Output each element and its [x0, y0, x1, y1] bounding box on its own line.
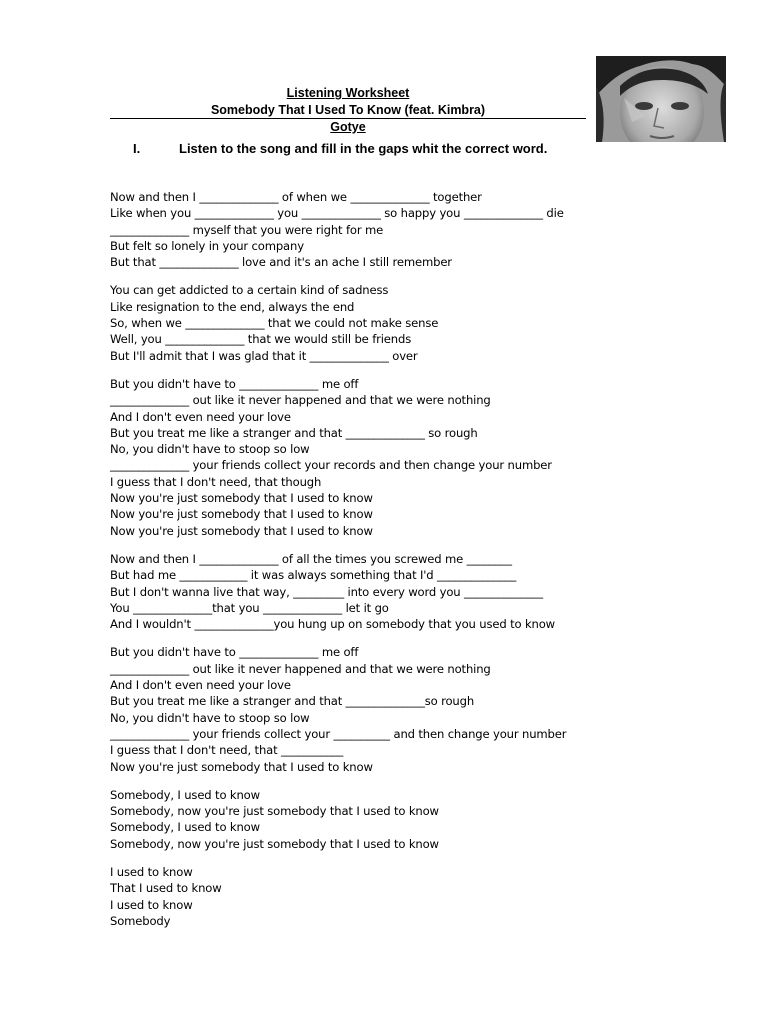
lyric-line: ______________ your friends collect your records and then change your number: [110, 458, 552, 473]
lyrics-stanza: [110, 282, 670, 363]
lyrics-stanza: [110, 644, 670, 774]
lyric-line: But that ______________ love and it's an ache I still remember: [110, 255, 452, 270]
lyric-line: But had me ____________ it was always something that I'd ______________: [110, 568, 517, 583]
lyric-line: Somebody: [110, 913, 171, 928]
artist-photo: [596, 56, 726, 142]
lyrics-stanza: [110, 864, 670, 929]
lyric-line: I guess that I don't need, that though: [110, 474, 322, 489]
lyric-line: But you treat me like a stranger and that ______________ so rough: [110, 425, 478, 440]
lyric-line: But you didn't have to ______________ me off: [110, 645, 359, 660]
lyric-line: Well, you ______________ that we would still be friends: [110, 332, 412, 347]
lyric-line: I used to know: [110, 897, 193, 912]
lyric-line: Now and then I ______________ of when we ______________ together: [110, 190, 482, 204]
lyric-line: Somebody, I used to know: [110, 820, 260, 835]
lyric-line: Now you're just somebody that I used to know: [110, 759, 373, 774]
lyrics-stanza: [110, 189, 670, 270]
instruction: [133, 140, 653, 158]
lyric-line: But felt so lonely in your company: [110, 238, 304, 253]
instruction-text: Listen to the song and fill in the gaps whit the correct word.: [179, 141, 548, 156]
worksheet-title: Listening Worksheet: [286, 86, 410, 100]
lyric-line: Now you're just somebody that I used to know: [110, 523, 373, 538]
lyric-line: ______________ myself that you were right for me: [110, 222, 384, 237]
lyric-line: But I'll admit that I was glad that it ______________ over: [110, 348, 418, 363]
lyrics-stanza: [110, 376, 670, 539]
lyric-line: Somebody, now you're just somebody that I used to know: [110, 804, 439, 819]
worksheet-header: [110, 85, 586, 136]
lyric-line: You can get addicted to a certain kind of sadness: [110, 283, 389, 298]
lyric-line: Somebody, I used to know: [110, 787, 260, 802]
song-title: Somebody That I Used To Know (feat. Kimbra): [210, 103, 486, 117]
lyric-line: No, you didn't have to stoop so low: [110, 710, 310, 725]
lyrics-stanza: [110, 787, 670, 852]
lyrics: [110, 189, 670, 941]
header-divider: [110, 118, 586, 119]
lyric-line: And I wouldn't ______________you hung up on somebody that you used to know: [110, 617, 556, 632]
lyric-line: I guess that I don't need, that ___________: [110, 743, 344, 758]
lyric-line: So, when we ______________ that we could not make sense: [110, 316, 439, 331]
lyric-line: Somebody, now you're just somebody that I used to know: [110, 836, 439, 851]
lyric-line: I used to know: [110, 864, 193, 879]
lyric-line: ______________ your friends collect your __________ and then change your number: [110, 726, 567, 741]
lyric-line: But I don't wanna live that way, _________ into every word you ______________: [110, 584, 544, 599]
lyric-line: ______________ out like it never happened and that we were nothing: [110, 661, 491, 676]
lyric-line: ______________ out like it never happened and that we were nothing: [110, 393, 491, 408]
lyric-line: But you treat me like a stranger and that ______________so rough: [110, 694, 475, 709]
instruction-number: I.: [133, 141, 141, 156]
lyrics-stanza: [110, 551, 670, 632]
artist-portrait-image: [596, 56, 726, 142]
lyric-line: Like resignation to the end, always the end: [110, 299, 355, 314]
lyric-line: Now and then I ______________ of all the times you screwed me ________: [110, 551, 512, 566]
lyric-line: Like when you ______________ you ______________ so happy you ______________ die: [110, 206, 564, 221]
lyric-line: Now you're just somebody that I used to know: [110, 491, 373, 506]
lyric-line: That I used to know: [110, 881, 222, 896]
lyric-line: You ______________that you ______________ let it go: [110, 600, 389, 615]
lyric-line: Now you're just somebody that I used to know: [110, 507, 373, 522]
artist-name: Gotye: [330, 120, 366, 134]
lyric-line: But you didn't have to ______________ me off: [110, 376, 359, 391]
lyric-line: And I don't even need your love: [110, 678, 291, 693]
lyric-line: No, you didn't have to stoop so low: [110, 442, 310, 457]
lyric-line: And I don't even need your love: [110, 409, 291, 424]
